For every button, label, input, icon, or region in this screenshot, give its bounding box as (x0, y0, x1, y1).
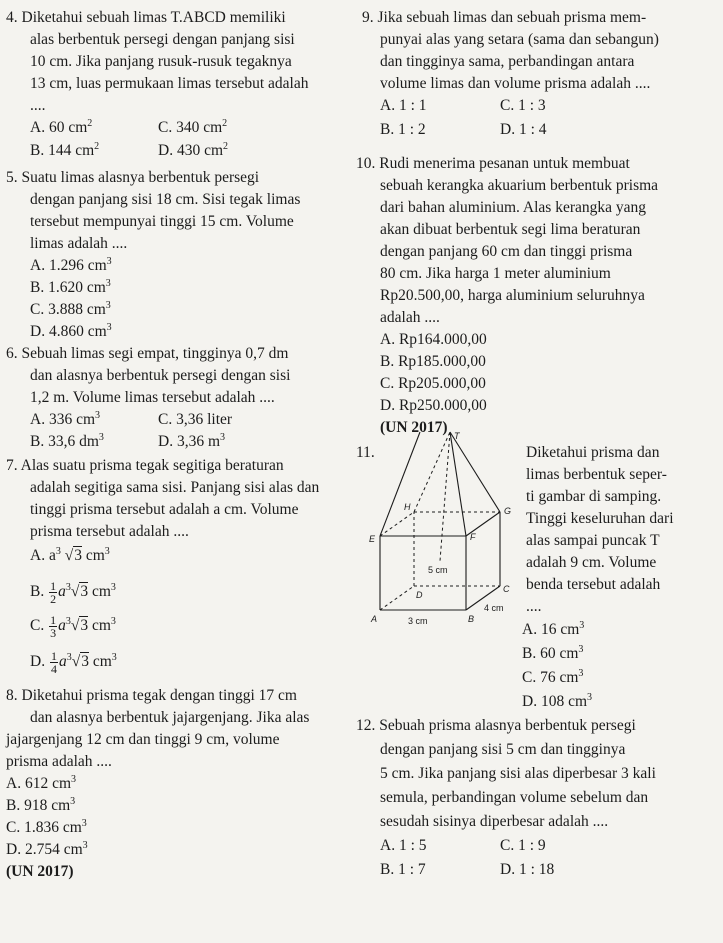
q12-option-a: A. 1 : 5 (380, 837, 427, 854)
q7-option-a: A. $a^3$ √3 $cm^3$ (30, 545, 110, 564)
q7-b-fraction: $\frac{1}{2}$ (50, 579, 57, 606)
label-e: E (369, 534, 376, 544)
q5-line-2: dengan panjang sisi 18 cm. Sisi tegak limas (30, 191, 301, 208)
q8-line-4: prisma adalah .... (6, 753, 112, 770)
label-height: 5 cm (428, 565, 448, 575)
q11-option-b: B. 60 $cm^3$ (522, 643, 584, 662)
q7-line-4: prisma tersebut adalah .... (30, 523, 189, 540)
label-h: H (404, 502, 411, 512)
label-t: T (454, 431, 460, 441)
q7-d-fraction: $\frac{1}{4}$ (50, 649, 57, 676)
q6-line-1: 6. Sebuah limas segi empat, tingginya 0,7 dm (6, 345, 289, 362)
q9-line-2: punyai alas yang setara (sama dan sebangun) (380, 31, 659, 48)
q8-line-1: 8. Diketahui prisma tegak dengan tinggi 17 cm (6, 687, 297, 704)
q4-line-2: alas berbentuk persegi dengan panjang sisi (30, 31, 295, 48)
q8-option-d: D. 2.754 $cm^3$ (6, 839, 88, 858)
q11-option-d: D. 108 $cm^3$ (522, 691, 593, 710)
q5-option-c: C. 3.888 $cm^3$ (30, 299, 111, 318)
q5-line-3: tersebut mempunyai tinggi 15 cm. Volume (30, 213, 294, 230)
q12-option-c: C. 1 : 9 (500, 837, 546, 854)
q11-line-5: alas sampai puncak T (526, 532, 660, 549)
q11-line-7: benda tersebut adalah (526, 576, 661, 593)
q10-option-c: C. Rp205.000,00 (380, 375, 486, 392)
q6-option-c: C. 3,36 liter (158, 411, 233, 428)
q10-line-4: akan dibuat berbentuk segi lima beraturan (380, 221, 641, 238)
q11-line-8: .... (526, 598, 542, 615)
q4-line-5: .... (30, 97, 46, 114)
q10-option-a: A. Rp164.000,00 (380, 331, 487, 348)
q7-option-b: B. $\frac{1}{2}$ $a^3√3$ $cm^3$ (30, 579, 116, 606)
q8-source: (UN 2017) (6, 863, 74, 880)
q10-line-8: adalah .... (380, 309, 440, 326)
q11-number: 11. (356, 444, 375, 461)
q8-line-3: jajargenjang 12 cm dan tinggi 9 cm, volume (6, 731, 280, 748)
q9-option-d: D. 1 : 4 (500, 121, 547, 138)
q7-c-fraction: $\frac{1}{3}$ (50, 613, 57, 640)
q6-line-3: 1,2 m. Volume limas tersebut adalah .... (30, 389, 275, 406)
q10-line-7: Rp20.500,00, harga aluminium seluruhnya (380, 287, 645, 304)
q10-line-3: dari bahan aluminium. Alas kerangka yang (380, 199, 647, 216)
label-b: B (468, 614, 475, 624)
q4-option-a: A. 60 $cm^2$ (30, 117, 93, 136)
label-g: G (504, 506, 512, 516)
q9-line-3: dan tingginya sama, perbandingan antara (380, 53, 635, 70)
q9-option-c: C. 1 : 3 (500, 97, 546, 114)
q4-option-d: D. 430 $cm^2$ (158, 140, 229, 159)
q12-line-4: semula, perbandingan volume sebelum dan (380, 789, 649, 806)
q12-line-1: 12. Sebuah prisma alasnya berbentuk persegi (356, 717, 636, 734)
q8-option-c: C. 1.836 $cm^3$ (6, 817, 87, 836)
label-f: F (470, 532, 476, 542)
q12-line-3: 5 cm. Jika panjang sisi alas diperbesar 3 kali (380, 765, 656, 782)
q9-option-a: A. 1 : 1 (380, 97, 427, 114)
q9-line-4: volume limas dan volume prisma adalah .... (380, 75, 651, 92)
q10-line-2: sebuah kerangka akuarium berbentuk prisma (380, 177, 659, 194)
q8-option-a: A. 612 $cm^3$ (6, 773, 77, 792)
q7-option-c: C. $\frac{1}{3}$ $a^3√3$ $cm^3$ (30, 613, 116, 640)
q6-option-d: D. 3,36 $m^3$ (158, 431, 225, 450)
q6-option-b: B. 33,6 $dm^3$ (30, 431, 104, 450)
q11-option-a: A. 16 $cm^3$ (522, 619, 585, 638)
q11-line-2: limas berbentuk seper- (526, 466, 667, 483)
q7-line-2: adalah segitiga sama sisi. Panjang sisi alas dan (30, 479, 320, 496)
label-depth: 4 cm (484, 603, 504, 613)
q12-line-2: dengan panjang sisi 5 cm dan tingginya (380, 741, 626, 758)
q10-option-b: B. Rp185.000,00 (380, 353, 486, 370)
q12-line-5: sesudah sisinya diperbesar adalah .... (380, 813, 609, 830)
q4-line-4: 13 cm, luas permukaan limas tersebut adalah (30, 75, 309, 92)
q5-line-4: limas adalah .... (30, 235, 128, 252)
edge-ad (380, 586, 414, 610)
q4-line-3: 10 cm. Jika panjang rusuk-rusuk tegaknya (30, 53, 292, 70)
q9-option-b: B. 1 : 2 (380, 121, 426, 138)
q5-option-a: A. 1.296 $cm^3$ (30, 255, 112, 274)
q4-option-b: B. 144 $cm^2$ (30, 140, 100, 159)
q11-option-c: C. 76 $cm^3$ (522, 667, 584, 686)
prism-pyramid-figure (368, 430, 518, 640)
q7-line-3: tinggi prisma tersebut adalah a cm. Volume (30, 501, 299, 518)
q11-line-4: Tinggi keseluruhan dari (526, 510, 674, 527)
q10-option-d: D. Rp250.000,00 (380, 397, 487, 414)
label-width: 3 cm (408, 616, 428, 626)
label-c: C (503, 584, 510, 594)
q11-line-6: adalah 9 cm. Volume (526, 554, 657, 571)
q6-line-2: dan alasnya berbentuk persegi dengan sisi (30, 367, 291, 384)
q6-option-a: A. 336 $cm^3$ (30, 409, 101, 428)
q11-line-3: ti gambar di samping. (526, 488, 662, 505)
q7-option-d: D. $\frac{1}{4}$ $a^3√3$ $cm^3$ (30, 649, 117, 676)
edge-ft (450, 432, 466, 536)
q12-option-b: B. 1 : 7 (380, 861, 426, 878)
q8-line-2: dan alasnya berbentuk jajargenjang. Jika alas (30, 709, 310, 726)
label-d: D (416, 590, 423, 600)
q10-source: (UN 2017) (380, 419, 448, 436)
label-a: A (371, 614, 378, 624)
q4-line-1: 4. Diketahui sebuah limas T.ABCD memiliki (6, 9, 286, 26)
q5-option-b: B. 1.620 $cm^3$ (30, 277, 111, 296)
q9-line-1: 9. Jika sebuah limas dan sebuah prisma mem- (362, 9, 647, 26)
edge-gt (450, 432, 500, 512)
q4-option-c: C. 340 $cm^2$ (158, 117, 228, 136)
edge-et (380, 432, 420, 536)
q10-line-6: 80 cm. Jika harga 1 meter aluminium (380, 265, 611, 282)
q11-line-1: Diketahui prisma dan (526, 444, 660, 461)
q7-line-1: 7. Alas suatu prisma tegak segitiga beraturan (6, 457, 284, 474)
q8-option-b: B. 918 $cm^3$ (6, 795, 76, 814)
q10-line-5: dengan panjang 60 cm dan tinggi prisma (380, 243, 633, 260)
q12-option-d: D. 1 : 18 (500, 861, 555, 878)
q5-line-1: 5. Suatu limas alasnya berbentuk persegi (6, 169, 260, 186)
q10-line-1: 10. Rudi menerima pesanan untuk membuat (356, 155, 630, 172)
q5-option-d: D. 4.860 $cm^3$ (30, 321, 112, 340)
